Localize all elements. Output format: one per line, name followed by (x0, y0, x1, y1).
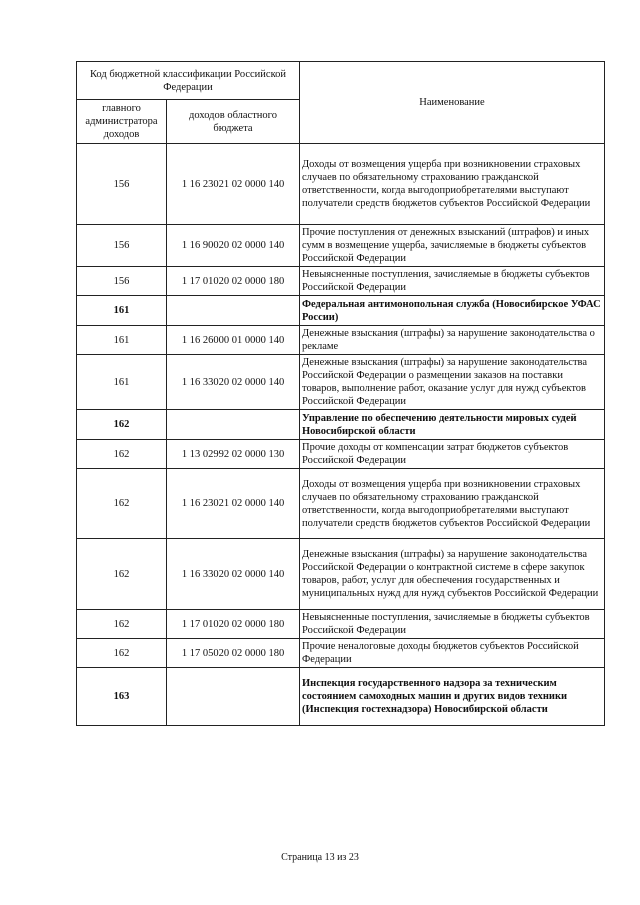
income-name: Невыясненные поступления, зачисляемые в бюджеты субъектов Российской Федерации (300, 610, 605, 639)
income-code: 1 13 02992 02 0000 130 (167, 440, 300, 469)
table-row (77, 225, 605, 267)
income-code (167, 668, 300, 726)
table-row (77, 144, 605, 225)
income-name: Инспекция государственного надзора за техническим состоянием самоходных машин и других видов техники (Инспекция гостехнадзора) Новосибирской области (300, 668, 605, 726)
table-row (77, 639, 605, 668)
table-row (77, 440, 605, 469)
table-row (77, 355, 605, 410)
table-row (77, 410, 605, 440)
admin-code: 161 (77, 355, 167, 410)
income-code: 1 16 33020 02 0000 140 (167, 539, 300, 610)
income-code: 1 17 05020 02 0000 180 (167, 639, 300, 668)
admin-code: 162 (77, 440, 167, 469)
admin-code: 162 (77, 469, 167, 539)
admin-code: 161 (77, 326, 167, 355)
table-row (77, 610, 605, 639)
income-name: Невыясненные поступления, зачисляемые в бюджеты субъектов Российской Федерации (300, 267, 605, 296)
income-name: Доходы от возмещения ущерба при возникновении страховых случаев по обязательному страхованию гражданской ответственности, когда выгодоприобретателями выступают получатели средств бюджетов субъектов Российской Федерации (300, 144, 605, 225)
income-code: 1 16 23021 02 0000 140 (167, 144, 300, 225)
header-admin: главного администратора доходов (77, 100, 167, 144)
income-name: Прочие неналоговые доходы бюджетов субъектов Российской Федерации (300, 639, 605, 668)
header-code: доходов областного бюджета (167, 100, 300, 144)
admin-code: 162 (77, 639, 167, 668)
income-code: 1 16 23021 02 0000 140 (167, 469, 300, 539)
income-name: Денежные взыскания (штрафы) за нарушение законодательства о рекламе (300, 326, 605, 355)
admin-code: 162 (77, 539, 167, 610)
admin-code: 161 (77, 296, 167, 326)
income-code: 1 17 01020 02 0000 180 (167, 610, 300, 639)
table-row (77, 668, 605, 726)
income-name: Денежные взыскания (штрафы) за нарушение законодательства Российской Федерации о размещении заказов на поставки товаров, выполнение работ, оказание услуг для нужд субъектов Российской Федерации (300, 355, 605, 410)
admin-code: 156 (77, 144, 167, 225)
page-number: Страница 13 из 23 (281, 852, 359, 863)
admin-code: 156 (77, 267, 167, 296)
income-name: Прочие поступления от денежных взысканий (штрафов) и иных сумм в возмещение ущерба, зачисляемые в бюджеты субъектов Российской Федерации (300, 225, 605, 267)
budget-classification-table (76, 61, 605, 726)
income-name: Управление по обеспечению деятельности мировых судей Новосибирской области (300, 410, 605, 440)
income-code: 1 17 01020 02 0000 180 (167, 267, 300, 296)
header-name: Наименование (300, 62, 605, 144)
table-row (77, 326, 605, 355)
income-name: Доходы от возмещения ущерба при возникновении страховых случаев по обязательному страхованию гражданской ответственности, когда выгодоприобретателями выступают получатели средств бюджетов субъектов Российской Федерации (300, 469, 605, 539)
income-code (167, 410, 300, 440)
admin-code: 156 (77, 225, 167, 267)
income-name: Федеральная антимонопольная служба (Новосибирское УФАС России) (300, 296, 605, 326)
header-group-label: Код бюджетной классификации Российской Федерации (77, 62, 300, 100)
admin-code: 162 (77, 410, 167, 440)
admin-code: 162 (77, 610, 167, 639)
table-row (77, 539, 605, 610)
income-code (167, 296, 300, 326)
income-code: 1 16 90020 02 0000 140 (167, 225, 300, 267)
admin-code: 163 (77, 668, 167, 726)
table-row (77, 469, 605, 539)
income-code: 1 16 33020 02 0000 140 (167, 355, 300, 410)
table-row (77, 267, 605, 296)
income-name: Денежные взыскания (штрафы) за нарушение законодательства Российской Федерации о контрактной системе в сфере закупок товаров, работ, услуг для обеспечения государственных и муниципальных нужд для нужд субъектов Российской Федерации (300, 539, 605, 610)
income-code: 1 16 26000 01 0000 140 (167, 326, 300, 355)
table-body (77, 144, 605, 726)
table-row (77, 296, 605, 326)
income-name: Прочие доходы от компенсации затрат бюджетов субъектов Российской Федерации (300, 440, 605, 469)
